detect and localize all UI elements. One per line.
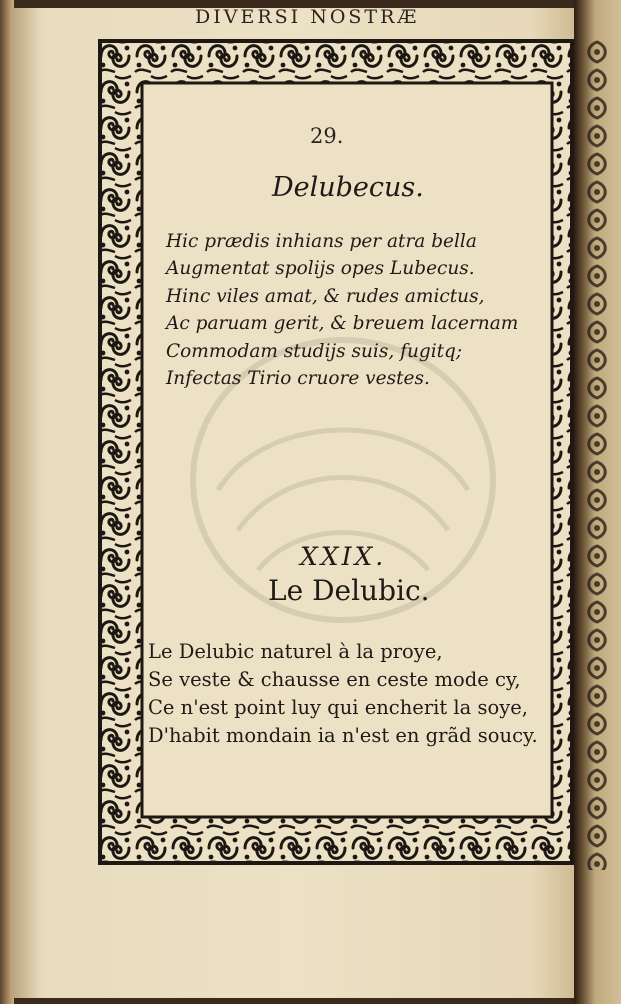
roman-numeral: XXIX. [300, 542, 387, 571]
running-head: DIVERSI NOSTRÆ [195, 6, 420, 28]
latin-line: Hinc viles amat, & rudes amictus, [166, 285, 485, 307]
latin-line: Commodam studijs suis, fugitq; [166, 340, 463, 362]
latin-verse [166, 228, 556, 392]
latin-line: Infectas Tirio cruore vestes. [166, 368, 430, 390]
latin-line: Hic prædis inhians per atra bella [166, 231, 477, 252]
gutter-shadow [10, 8, 40, 998]
french-line: Se veste & chausse en ceste mode cy, [148, 668, 521, 691]
latin-line: Augmentat spolijs opes Lubecus. [166, 258, 475, 280]
facing-page-border-ornament [582, 40, 612, 870]
french-verse [148, 638, 553, 750]
latin-title: Delubecus. [272, 172, 424, 203]
page-number: 29. [310, 124, 344, 148]
latin-line: Ac paruam gerit, & breuem lacernam [166, 313, 519, 335]
french-line: Ce n'est point luy qui encherit la soye, [148, 696, 528, 719]
french-title: Le Delubic. [268, 574, 430, 607]
french-line: Le Delubic naturel à la proye, [148, 640, 443, 663]
french-line: D'habit mondain ia n'est en grãd soucy. [148, 724, 538, 747]
